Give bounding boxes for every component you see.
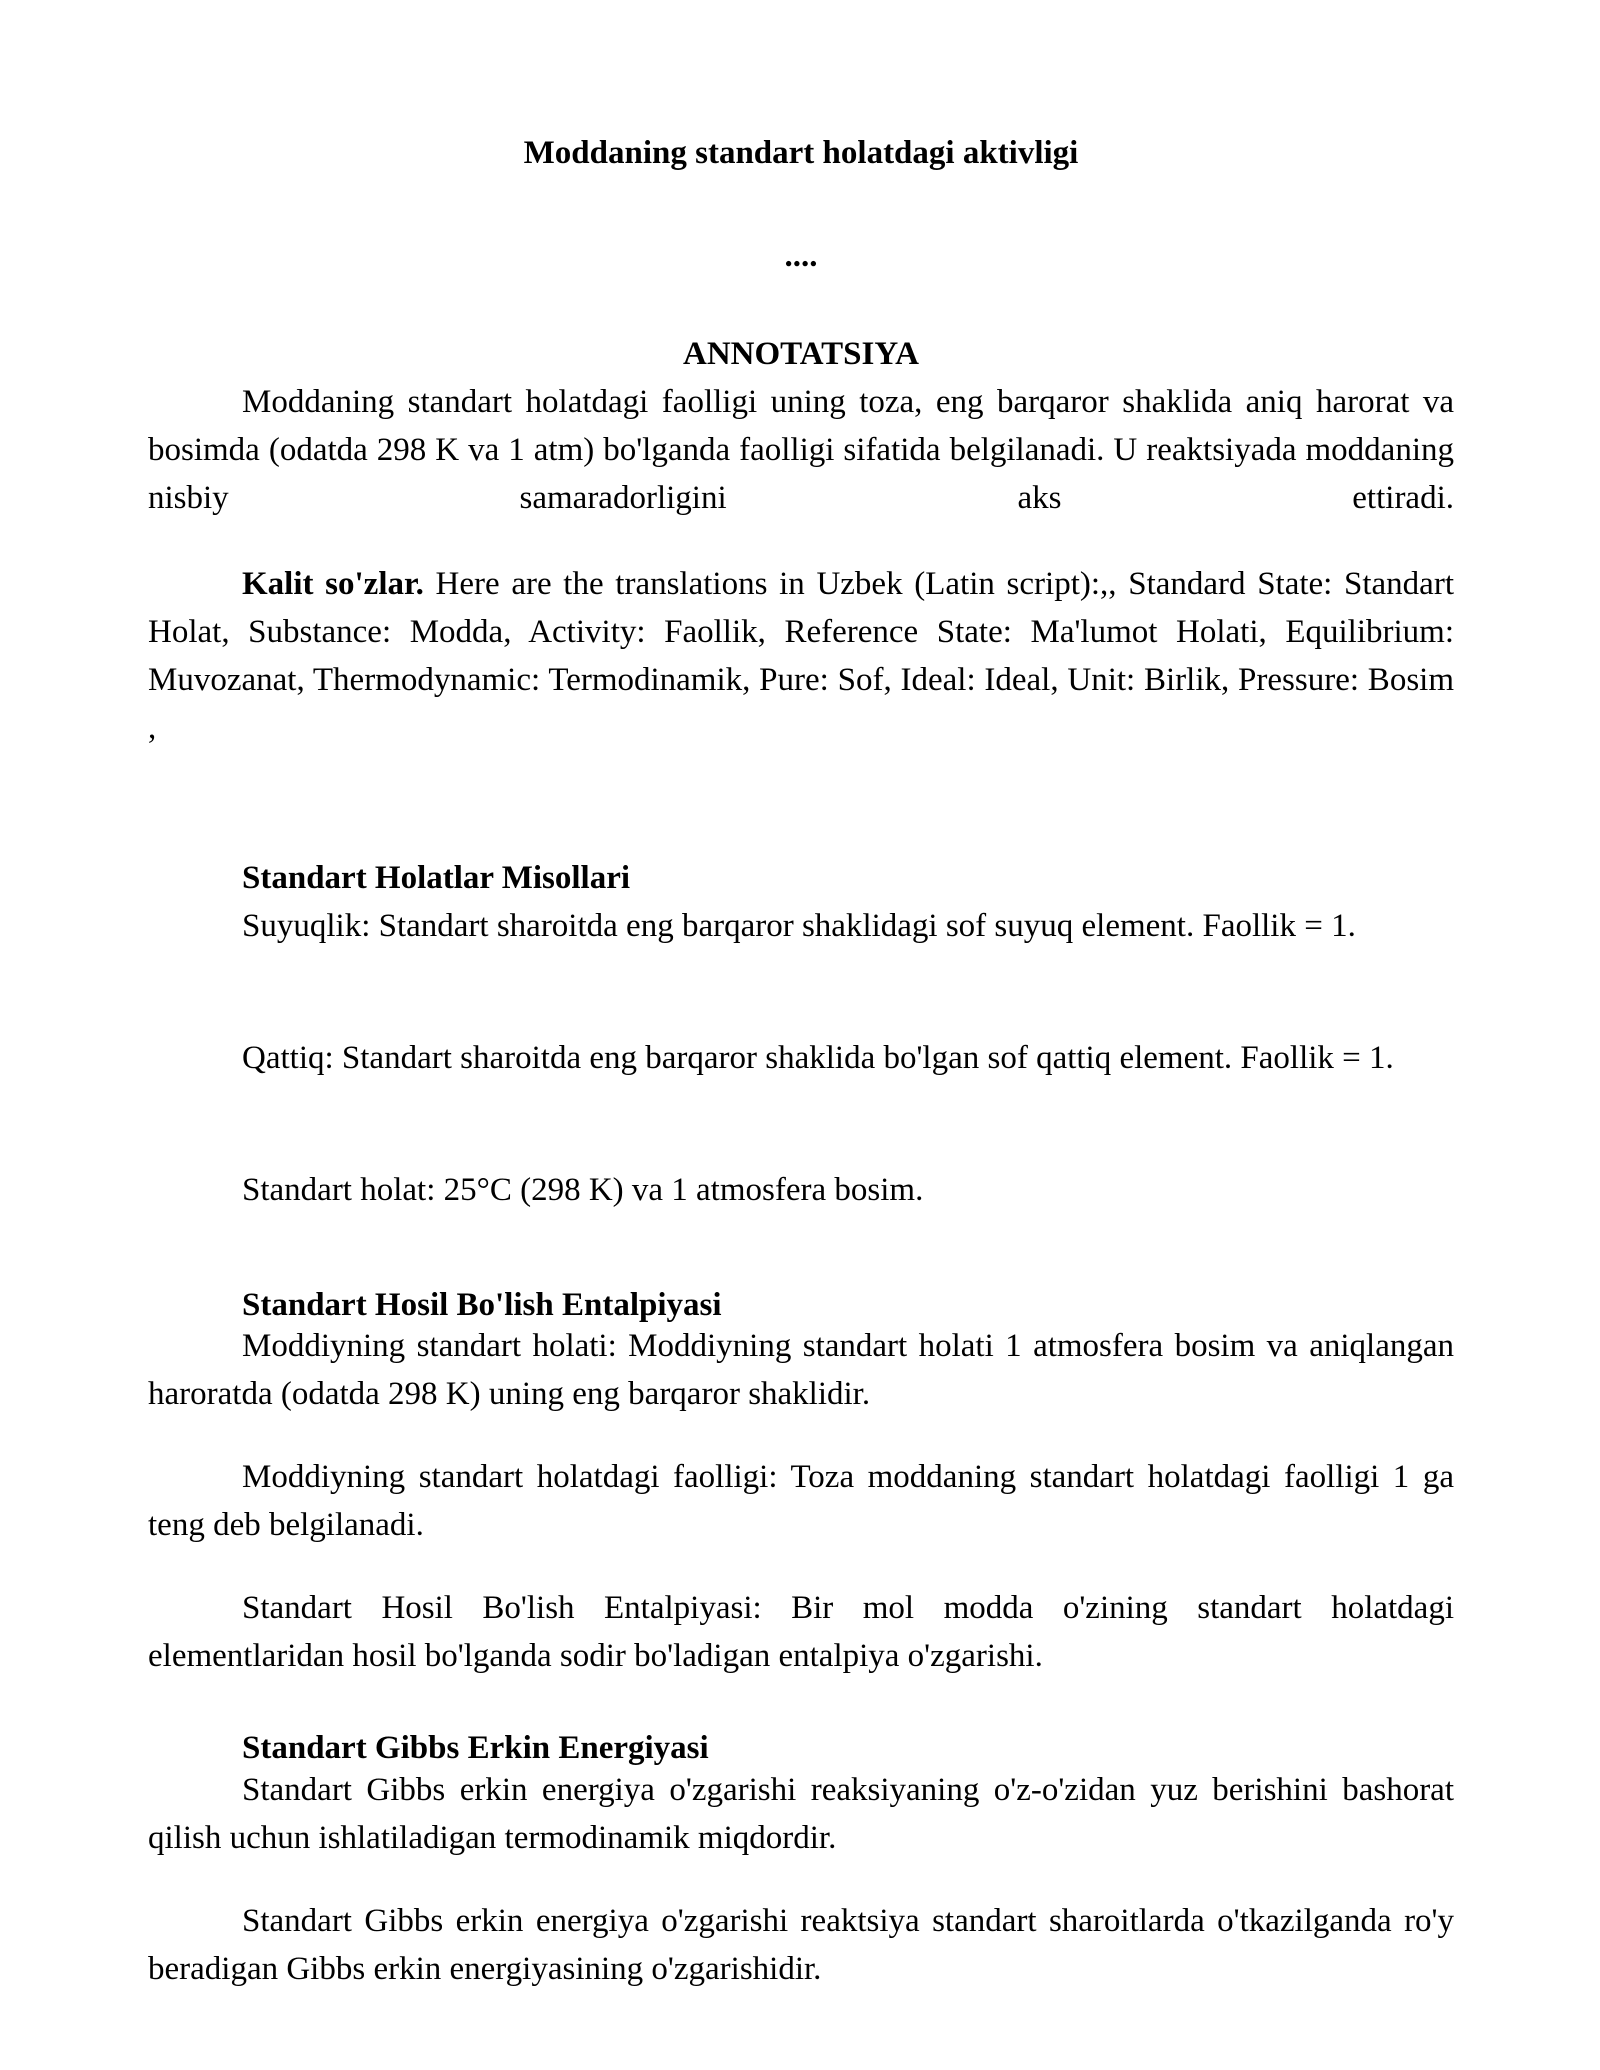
keywords-text: Here are the translations in Uzbek (Latin script):,, Standard State: Standart Holat, Substance: Modda, Activity: Faollik, Reference State: Ma'lumot Holati, Equilibrium: Muvozanat, Thermodynamic: Termodinamik, Pure: Sof, Ideal: Ideal, Unit: Birlik, Pressure: Bosim , [148, 566, 1454, 746]
section-heading-standart-holatlar: Standart Holatlar Misollari [242, 860, 631, 896]
section2-paragraph-3: Standart Hosil Bo'lish Entalpiyasi: Bir mol modda o'zining standart holatdagi elementlaridan hosil bo'lganda sodir bo'ladigan entalpiya o'zgarishi. [148, 1590, 1454, 1674]
section1-paragraph-solid: Qattiq: Standart sharoitda eng barqaror shaklida bo'lgan sof qattiq element. Faollik = 1. [242, 1040, 1394, 1076]
keywords-label: Kalit so'zlar. [242, 566, 424, 602]
section3-paragraph-2: Standart Gibbs erkin energiya o'zgarishi reaktsiya standart sharoitlarda o'tkazilganda ro'y beradigan Gibbs erkin energiyasining o'zgarishidir. [148, 1903, 1454, 1987]
section2-paragraph-1: Moddiyning standart holati: Moddiyning standart holati 1 atmosfera bosim va aniqlangan haroratda (odatda 298 K) uning eng barqaror shaklidir. [148, 1328, 1454, 1412]
section-heading-entalpiya: Standart Hosil Bo'lish Entalpiyasi [242, 1287, 722, 1323]
document-title: Moddaning standart holatdagi aktivligi [523, 135, 1079, 171]
title-dots: .... [784, 238, 818, 274]
section-heading-gibbs: Standart Gibbs Erkin Energiyasi [242, 1730, 709, 1766]
annotation-heading: ANNOTATSIYA [683, 336, 919, 372]
section2-paragraph-2: Moddiyning standart holatdagi faolligi: Toza moddaning standart holatdagi faolligi 1 ga teng deb belgilanadi. [148, 1459, 1454, 1543]
section1-paragraph-liquid: Suyuqlik: Standart sharoitda eng barqaror shaklidagi sof suyuq element. Faollik = 1. [242, 908, 1356, 944]
annotation-paragraph: Moddaning standart holatdagi faolligi uning toza, eng barqaror shaklida aniq harorat va bosimda (odatda 298 K va 1 atm) bo'lganda faolligi sifatida belgilanadi. U reaktsiyada moddaning nisbiy samaradorligini aks ettiradi. [148, 384, 1454, 516]
keywords-paragraph [148, 560, 1454, 752]
section1-paragraph-standard-state: Standart holat: 25°C (298 K) va 1 atmosfera bosim. [242, 1172, 924, 1208]
section3-paragraph-1: Standart Gibbs erkin energiya o'zgarishi reaksiyaning o'z-o'zidan yuz berishini bashorat qilish uchun ishlatiladigan termodinamik miqdordir. [148, 1772, 1454, 1856]
